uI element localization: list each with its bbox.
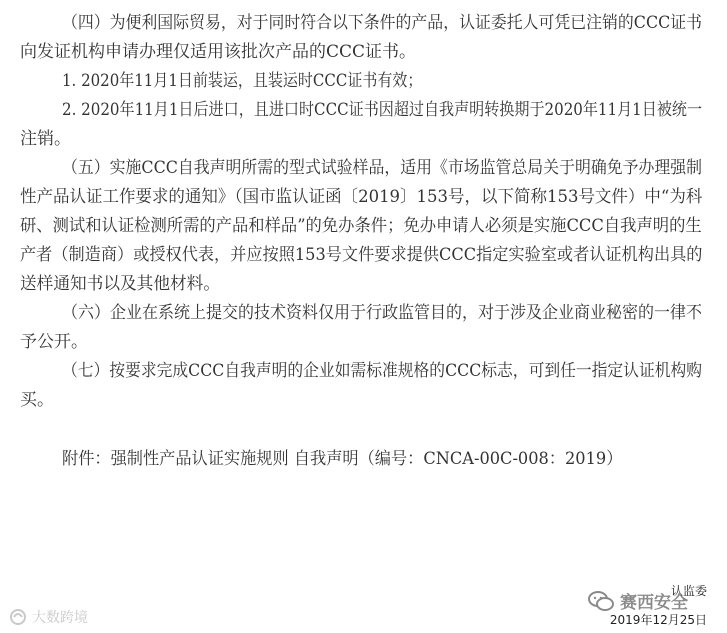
- paragraph-5-line-4: 产者（制造商）或授权代表，并应按照153号文件要求提供CCC指定实验室或者认证机构出具的: [20, 245, 703, 265]
- watermark-right-text: 赛西安全: [620, 593, 688, 613]
- paragraph-6-line-1: （六）企业在系统上提交的技术资料仅用于行政监管目的，对于涉及企业商业秘密的一律不: [62, 303, 703, 323]
- condition-2-line-1: 2. 2020年11月1日后进口，且进口时CCC证书因超过自我声明转换期于2020年11月1日被统一: [62, 100, 703, 120]
- paragraph-6-line-2: 予公开。: [20, 332, 88, 352]
- paragraph-4-line-2: 向发证机构申请办理仅适用该批次产品的CCC证书。: [20, 42, 417, 62]
- attachment-line: 附件：强制性产品认证实施规则 自我声明（编号：CNCA-00C-008：2019）: [62, 449, 623, 469]
- paragraph-7-line-2: 买。: [20, 390, 54, 410]
- watermark-logo-icon: [8, 607, 28, 627]
- issue-date: 2019年12月25日: [609, 613, 707, 627]
- paragraph-5-line-2: 性产品认证工作要求的通知》（国市监认证函〔2019〕153号，以下简称153号文件）中“为科: [20, 187, 703, 207]
- wechat-icon: [588, 590, 614, 612]
- watermark-right: [588, 588, 688, 613]
- issuer-name: 认监委: [670, 584, 707, 598]
- watermark-left-text: 大数跨境: [32, 610, 88, 626]
- paragraph-5-line-3: 研、测试和认证检测所需的产品和样品”的免办条件；免办申请人必须是实施CCC自我声明的生: [20, 216, 702, 236]
- paragraph-5-line-5: 送样通知书以及其他材料。: [20, 274, 221, 294]
- paragraph-5-line-1: （五）实施CCC自我声明所需的型式试验样品，适用《市场监管总局关于明确免予办理强制: [62, 158, 703, 178]
- condition-1: 1. 2020年11月1日前装运，且装运时CCC证书有效；: [62, 71, 423, 91]
- paragraph-7-line-1: （七）按要求完成CCC自我声明的企业如需标准规格的CCC标志，可到任一指定认证机构购: [62, 361, 703, 381]
- watermark-left: [8, 607, 88, 627]
- paragraph-4-line-1: （四）为便利国际贸易，对于同时符合以下条件的产品，认证委托人可凭已注销的CCC证书: [62, 13, 703, 33]
- condition-2-line-2: 注销。: [20, 129, 71, 149]
